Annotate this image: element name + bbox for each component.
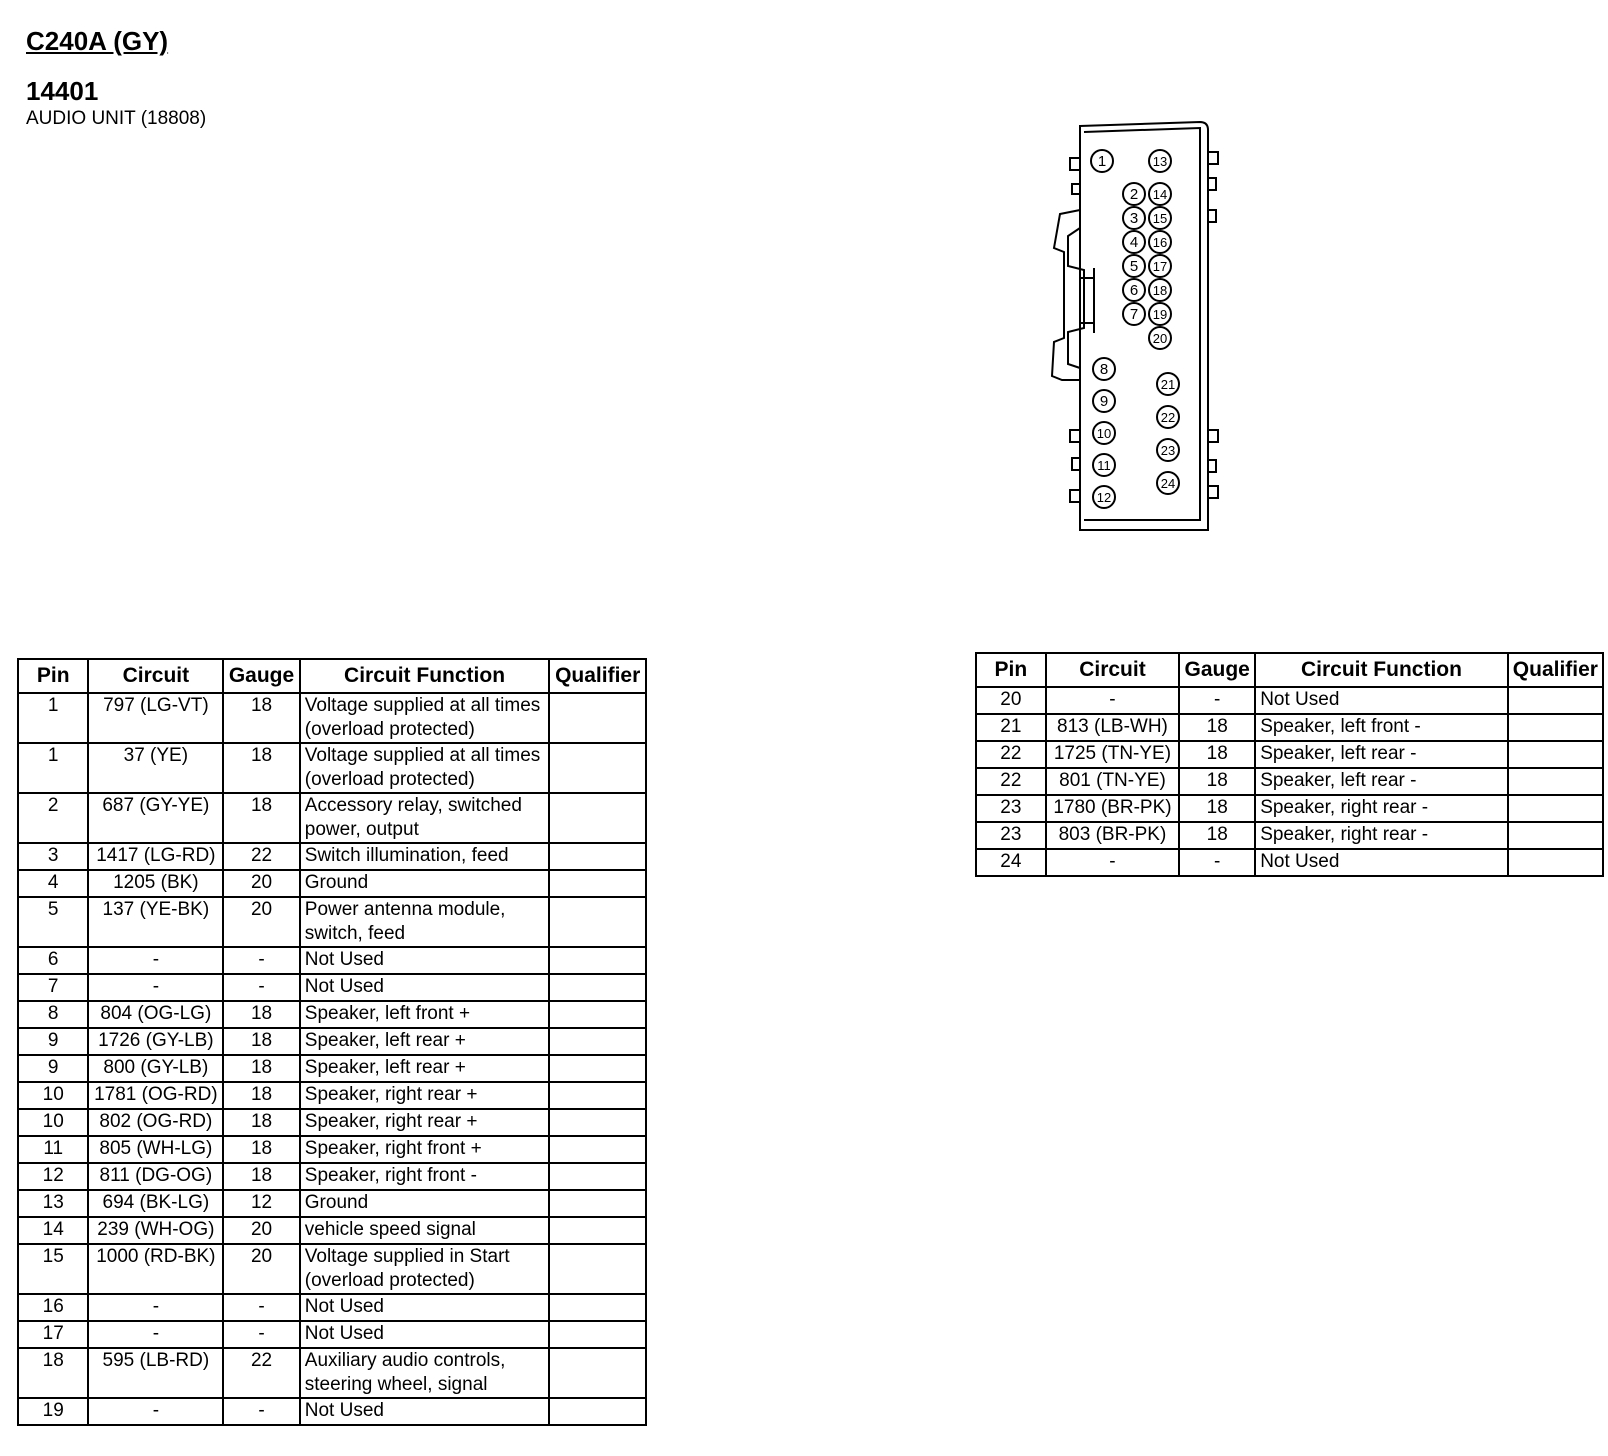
table-row (18, 1348, 646, 1398)
qualifier-cell (549, 947, 646, 974)
table-row (18, 1294, 646, 1321)
pin-cell: 18 (18, 1348, 88, 1398)
circuit-cell: 1780 (BR-PK) (1046, 795, 1179, 822)
gauge-cell: 12 (223, 1190, 299, 1217)
table-row (18, 1028, 646, 1055)
table-row (18, 1217, 646, 1244)
circuit-cell: 1781 (OG-RD) (88, 1082, 223, 1109)
pin-cell: 21 (976, 714, 1046, 741)
qualifier-cell (549, 1082, 646, 1109)
table-row (18, 693, 646, 743)
circuit-cell: 595 (LB-RD) (88, 1348, 223, 1398)
qualifier-cell (549, 1321, 646, 1348)
function-cell: Not Used (300, 1398, 550, 1425)
connector-face-diagram (1050, 118, 1250, 548)
latch-inner (1068, 228, 1084, 368)
table-row (18, 974, 646, 1001)
function-cell: Speaker, left rear - (1255, 741, 1508, 768)
circuit-cell: 239 (WH-OG) (88, 1217, 223, 1244)
circuit-cell: - (1046, 849, 1179, 876)
qualifier-cell (549, 1001, 646, 1028)
pin-cell: 12 (18, 1163, 88, 1190)
pin-number-label: 9 (1099, 393, 1109, 410)
gauge-cell: - (223, 974, 299, 1001)
pin-cell: 9 (18, 1055, 88, 1082)
circuit-cell: 804 (OG-LG) (88, 1001, 223, 1028)
pin-number-label: 11 (1097, 458, 1111, 473)
qualifier-cell (549, 1190, 646, 1217)
pin-number-label: 16 (1152, 235, 1168, 250)
circuit-cell: 1000 (RD-BK) (88, 1244, 223, 1294)
pin-cell: 24 (976, 849, 1046, 876)
gauge-cell: 22 (223, 1348, 299, 1398)
side-tab (1208, 210, 1216, 222)
pin-number-label: 24 (1160, 476, 1176, 491)
function-cell: Not Used (1255, 849, 1508, 876)
gauge-cell: 18 (1179, 714, 1255, 741)
function-cell: Speaker, right rear - (1255, 795, 1508, 822)
table-row (18, 1082, 646, 1109)
gauge-cell: 18 (223, 1136, 299, 1163)
function-cell: Speaker, right front + (300, 1136, 550, 1163)
gauge-cell: 20 (223, 897, 299, 947)
function-cell: Power antenna module, switch, feed (300, 897, 550, 947)
gauge-cell: 22 (223, 843, 299, 870)
function-cell: Speaker, right rear + (300, 1109, 550, 1136)
qualifier-cell (1508, 714, 1603, 741)
function-cell: Speaker, right front - (300, 1163, 550, 1190)
gauge-cell: 18 (1179, 768, 1255, 795)
pin-cell: 11 (18, 1136, 88, 1163)
pin-cell: 14 (18, 1217, 88, 1244)
pin-number-label: 5 (1129, 258, 1139, 275)
pin-cell: 22 (976, 741, 1046, 768)
pin-cell: 17 (18, 1321, 88, 1348)
pin-number-label: 22 (1160, 410, 1176, 425)
circuit-cell: - (1046, 687, 1179, 714)
qualifier-cell (549, 693, 646, 743)
side-tab (1072, 184, 1080, 194)
table-row (976, 822, 1603, 849)
circuit-cell: 800 (GY-LB) (88, 1055, 223, 1082)
circuit-cell: 694 (BK-LG) (88, 1190, 223, 1217)
circuit-cell: - (88, 1398, 223, 1425)
function-cell: vehicle speed signal (300, 1217, 550, 1244)
gauge-cell: - (1179, 687, 1255, 714)
table-row (18, 793, 646, 843)
pin-number-label: 8 (1099, 361, 1109, 378)
gauge-cell: 18 (223, 1163, 299, 1190)
side-tab (1070, 430, 1080, 442)
gauge-cell: 18 (1179, 741, 1255, 768)
function-cell: Not Used (300, 974, 550, 1001)
pin-cell: 16 (18, 1294, 88, 1321)
table-row (976, 687, 1603, 714)
circuit-cell: 802 (OG-RD) (88, 1109, 223, 1136)
qualifier-cell (549, 1244, 646, 1294)
pin-number-label: 19 (1152, 307, 1168, 322)
qualifier-cell (549, 1055, 646, 1082)
pin-cell: 23 (976, 795, 1046, 822)
gauge-cell: 20 (223, 1217, 299, 1244)
gauge-cell: - (223, 1294, 299, 1321)
pin-cell: 22 (976, 768, 1046, 795)
side-tab (1070, 490, 1080, 502)
part-description: AUDIO UNIT (18808) (26, 108, 207, 129)
column-header-circuit: Circuit (88, 659, 223, 693)
function-cell: Speaker, right rear + (300, 1082, 550, 1109)
qualifier-cell (549, 1028, 646, 1055)
qualifier-cell (1508, 795, 1603, 822)
pin-number-label: 6 (1129, 282, 1139, 299)
column-header-pin: Pin (18, 659, 88, 693)
column-header-circuit: Circuit (1046, 653, 1179, 687)
table-row (18, 947, 646, 974)
pin-cell: 7 (18, 974, 88, 1001)
column-header-pin: Pin (976, 653, 1046, 687)
pin-number-label: 14 (1152, 187, 1168, 202)
pin-number-label: 12 (1096, 490, 1112, 505)
connector-id: C240A (GY) (26, 26, 169, 56)
pin-number-label: 20 (1152, 331, 1168, 346)
pin-cell: 19 (18, 1398, 88, 1425)
pin-number-label: 7 (1129, 306, 1139, 323)
table-row (18, 1321, 646, 1348)
part-number: 14401 (26, 76, 99, 106)
gauge-cell: 18 (223, 793, 299, 843)
table-row (976, 768, 1603, 795)
table-row (976, 741, 1603, 768)
pin-number-label: 1 (1097, 153, 1107, 170)
function-cell: Switch illumination, feed (300, 843, 550, 870)
pin-cell: 10 (18, 1082, 88, 1109)
table-row (18, 1109, 646, 1136)
qualifier-cell (549, 743, 646, 793)
pin-table-right (975, 652, 1604, 877)
function-cell: Not Used (1255, 687, 1508, 714)
qualifier-cell (549, 1398, 646, 1425)
qualifier-cell (549, 1136, 646, 1163)
gauge-cell: 20 (223, 870, 299, 897)
circuit-cell: 1726 (GY-LB) (88, 1028, 223, 1055)
qualifier-cell (1508, 687, 1603, 714)
gauge-cell: 18 (223, 1001, 299, 1028)
function-cell: Speaker, left front + (300, 1001, 550, 1028)
table-row (18, 743, 646, 793)
latch-outline (1052, 210, 1080, 380)
circuit-cell: - (88, 1321, 223, 1348)
pin-cell: 23 (976, 822, 1046, 849)
gauge-cell: 18 (223, 693, 299, 743)
gauge-cell: 18 (223, 1055, 299, 1082)
function-cell: Speaker, left rear + (300, 1028, 550, 1055)
circuit-cell: - (88, 947, 223, 974)
column-header-qualifier: Qualifier (1508, 653, 1603, 687)
side-tab (1208, 460, 1216, 472)
pin-number-label: 15 (1152, 211, 1168, 226)
pin-number-label: 4 (1129, 234, 1139, 251)
side-tab (1072, 458, 1080, 470)
qualifier-cell (549, 897, 646, 947)
circuit-cell: 1205 (BK) (88, 870, 223, 897)
column-header-function: Circuit Function (300, 659, 550, 693)
circuit-cell: 811 (DG-OG) (88, 1163, 223, 1190)
function-cell: Auxiliary audio controls, steering wheel, signal (300, 1348, 550, 1398)
gauge-cell: - (223, 1321, 299, 1348)
pin-cell: 1 (18, 743, 88, 793)
function-cell: Speaker, left front - (1255, 714, 1508, 741)
function-cell: Speaker, right rear - (1255, 822, 1508, 849)
gauge-cell: - (1179, 849, 1255, 876)
qualifier-cell (549, 793, 646, 843)
pin-number-label: 2 (1129, 186, 1139, 203)
qualifier-cell (1508, 849, 1603, 876)
side-tab (1208, 178, 1216, 190)
pin-number-label: 10 (1096, 426, 1112, 441)
pin-number-label: 18 (1152, 283, 1168, 298)
pin-number-label: 21 (1160, 377, 1176, 392)
side-tab (1070, 158, 1080, 170)
gauge-cell: 18 (223, 1028, 299, 1055)
pin-cell: 15 (18, 1244, 88, 1294)
qualifier-cell (549, 1348, 646, 1398)
column-header-function: Circuit Function (1255, 653, 1508, 687)
function-cell: Ground (300, 1190, 550, 1217)
circuit-cell: 687 (GY-YE) (88, 793, 223, 843)
function-cell: Voltage supplied at all times (overload protected) (300, 743, 550, 793)
pin-cell: 9 (18, 1028, 88, 1055)
circuit-cell: 805 (WH-LG) (88, 1136, 223, 1163)
circuit-cell: 803 (BR-PK) (1046, 822, 1179, 849)
pin-number-label: 17 (1152, 259, 1168, 274)
side-tab (1208, 430, 1218, 442)
pin-cell: 10 (18, 1109, 88, 1136)
table-row (976, 849, 1603, 876)
table-row (18, 1244, 646, 1294)
circuit-cell: 37 (YE) (88, 743, 223, 793)
pin-cell: 3 (18, 843, 88, 870)
circuit-cell: 1725 (TN-YE) (1046, 741, 1179, 768)
table-header-row (976, 653, 1603, 687)
side-tab (1208, 486, 1218, 498)
qualifier-cell (549, 843, 646, 870)
table-row (18, 1190, 646, 1217)
column-header-qualifier: Qualifier (549, 659, 646, 693)
gauge-cell: 18 (223, 1109, 299, 1136)
column-header-gauge: Gauge (1179, 653, 1255, 687)
qualifier-cell (549, 1294, 646, 1321)
qualifier-cell (549, 870, 646, 897)
function-cell: Not Used (300, 1321, 550, 1348)
pin-cell: 2 (18, 793, 88, 843)
function-cell: Not Used (300, 1294, 550, 1321)
table-row (18, 1136, 646, 1163)
pin-number-label: 23 (1160, 443, 1176, 458)
gauge-cell: 20 (223, 1244, 299, 1294)
table-row (18, 1001, 646, 1028)
function-cell: Voltage supplied at all times (overload protected) (300, 693, 550, 743)
circuit-cell: 797 (LG-VT) (88, 693, 223, 743)
table-row (18, 843, 646, 870)
function-cell: Voltage supplied in Start (overload protected) (300, 1244, 550, 1294)
qualifier-cell (1508, 741, 1603, 768)
column-header-gauge: Gauge (223, 659, 299, 693)
pin-cell: 8 (18, 1001, 88, 1028)
circuit-cell: 1417 (LG-RD) (88, 843, 223, 870)
gauge-cell: - (223, 947, 299, 974)
table-row (976, 714, 1603, 741)
gauge-cell: 18 (223, 743, 299, 793)
pin-cell: 5 (18, 897, 88, 947)
table-row (18, 870, 646, 897)
connector-face-svg (1050, 118, 1250, 548)
circuit-cell: 813 (LB-WH) (1046, 714, 1179, 741)
qualifier-cell (549, 1109, 646, 1136)
circuit-cell: - (88, 1294, 223, 1321)
qualifier-cell (1508, 822, 1603, 849)
pin-number-label: 3 (1129, 210, 1139, 227)
table-row (18, 1163, 646, 1190)
function-cell: Accessory relay, switched power, output (300, 793, 550, 843)
side-tab (1208, 152, 1218, 164)
qualifier-cell (1508, 768, 1603, 795)
qualifier-cell (549, 1163, 646, 1190)
qualifier-cell (549, 1217, 646, 1244)
gauge-cell: 18 (1179, 822, 1255, 849)
gauge-cell: 18 (223, 1082, 299, 1109)
table-row (976, 795, 1603, 822)
qualifier-cell (549, 974, 646, 1001)
pin-cell: 20 (976, 687, 1046, 714)
pin-cell: 1 (18, 693, 88, 743)
circuit-cell: 137 (YE-BK) (88, 897, 223, 947)
pin-cell: 4 (18, 870, 88, 897)
table-row (18, 1398, 646, 1425)
function-cell: Not Used (300, 947, 550, 974)
pin-cell: 13 (18, 1190, 88, 1217)
circuit-cell: - (88, 974, 223, 1001)
gauge-cell: - (223, 1398, 299, 1425)
circuit-cell: 801 (TN-YE) (1046, 768, 1179, 795)
function-cell: Ground (300, 870, 550, 897)
function-cell: Speaker, left rear + (300, 1055, 550, 1082)
pin-number-label: 13 (1152, 154, 1168, 169)
function-cell: Speaker, left rear - (1255, 768, 1508, 795)
table-row (18, 897, 646, 947)
table-header-row (18, 659, 646, 693)
pin-cell: 6 (18, 947, 88, 974)
pin-table-left (17, 658, 647, 1426)
table-row (18, 1055, 646, 1082)
gauge-cell: 18 (1179, 795, 1255, 822)
